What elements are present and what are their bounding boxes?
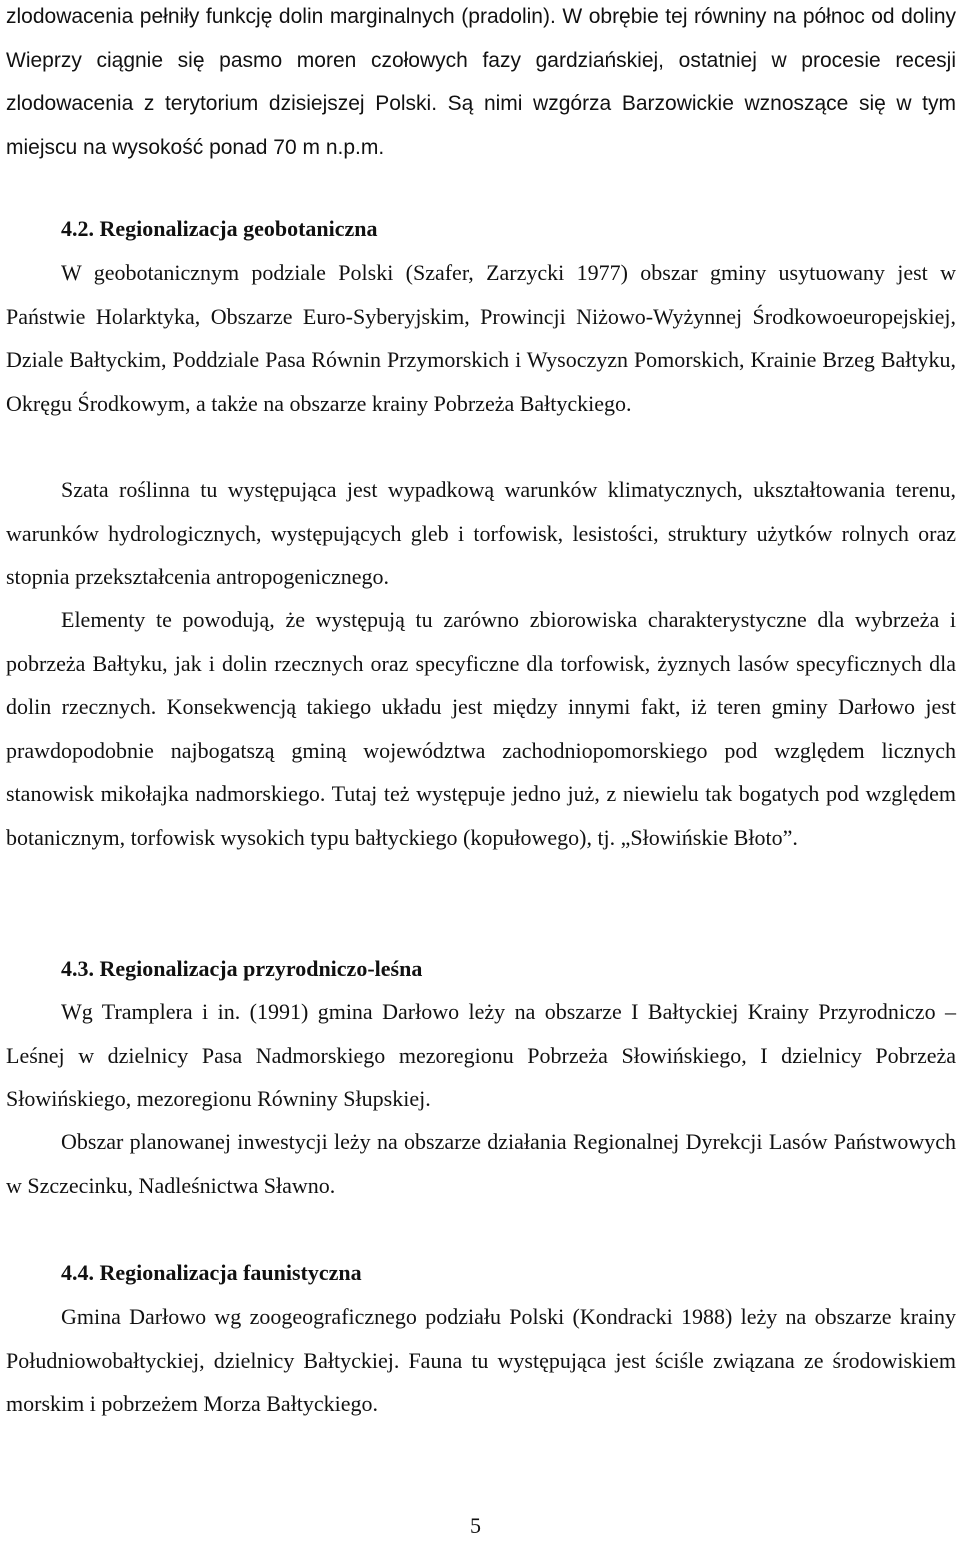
section-heading-faunistic: 4.4. Regionalizacja faunistyczna [61, 1260, 362, 1285]
section-heading-forest: 4.3. Regionalizacja przyrodniczo-leśna [61, 956, 423, 981]
geobotanical-paragraph-1: W geobotanicznym podziale Polski (Szafer, Zarzycki 1977) obszar gminy usytuowany jest w Państwie Holarktyka, Obszarze Euro-Syberyjskim, Prowincji Niżowo-Wyżynnej Środkowoeuropejskiej, Dziale Bałtyckim, Poddziale Pasa Równin Przymorskich i Wysoczyzn Pomorskich, Krainie Brzeg Bałtyku, Okręgu Środkowym, a także na obszarze krainy Pobrzeża Bałtyckiego. [6, 260, 956, 416]
geobotanical-paragraph-2: Szata roślinna tu występująca jest wypadkową warunków klimatycznych, ukształtowania terenu, warunków hydrologicznych, występujących gleb i torfowisk, lesistości, struktury użytków rolnych oraz stopnia przekształcenia antropogenicznego. [6, 477, 956, 589]
faunistic-paragraph-1: Gmina Darłowo wg zoogeograficznego podziału Polski (Kondracki 1988) leży na obszarze krainy Południowobałtyckiej, dzielnicy Bałtyckiej. Fauna tu występująca jest ściśle związana ze środowiskiem morskim i pobrzeżem Morza Bałtyckiego. [6, 1304, 956, 1416]
forest-paragraph-1: Wg Tramplera i in. (1991) gmina Darłowo leży na obszarze I Bałtyckiej Krainy Przyrodniczo – Leśnej w dzielnicy Pasa Nadmorskiego mezoregionu Pobrzeża Słowińskiego, I dzielnicy Pobrzeża Słowińskiego, mezoregionu Równiny Słupskiej. [6, 999, 956, 1111]
page-number: 5 [470, 1513, 481, 1538]
intro-paragraph: zlodowacenia pełniły funkcję dolin marginalnych (pradolin). W obrębie tej równiny na północ od doliny Wieprzy ciągnie się pasmo moren czołowych fazy gardziańskiej, ostatniej w procesie recesji zlodowacenia z terytorium dzisiejszej Polski. Są nimi wzgórza Barzowickie wznoszące się w tym miejscu na wysokość ponad 70 m n.p.m. [6, 5, 956, 159]
forest-paragraph-2: Obszar planowanej inwestycji leży na obszarze działania Regionalnej Dyrekcji Lasów Państwowych w Szczecinku, Nadleśnictwa Sławno. [6, 1129, 956, 1198]
section-heading-geobotanical: 4.2. Regionalizacja geobotaniczna [61, 216, 378, 241]
geobotanical-paragraph-3: Elementy te powodują, że występują tu zarówno zbiorowiska charakterystyczne dla wybrzeża i pobrzeża Bałtyku, jak i dolin rzecznych oraz specyficzne dla torfowisk, żyznych lasów specyficznych dla dolin rzecznych. Konsekwencją takiego układu jest między innymi fakt, iż teren gminy Darłowo jest prawdopodobnie najbogatszą gminą województwa zachodniopomorskiego pod względem licznych stanowisk mikołajka nadmorskiego. Tutaj też występuje jedno już, z niewielu tak bogatych pod względem botanicznym, torfowisk wysokich typu bałtyckiego (kopułowego), tj. „Słowińskie Błoto”. [6, 607, 956, 850]
